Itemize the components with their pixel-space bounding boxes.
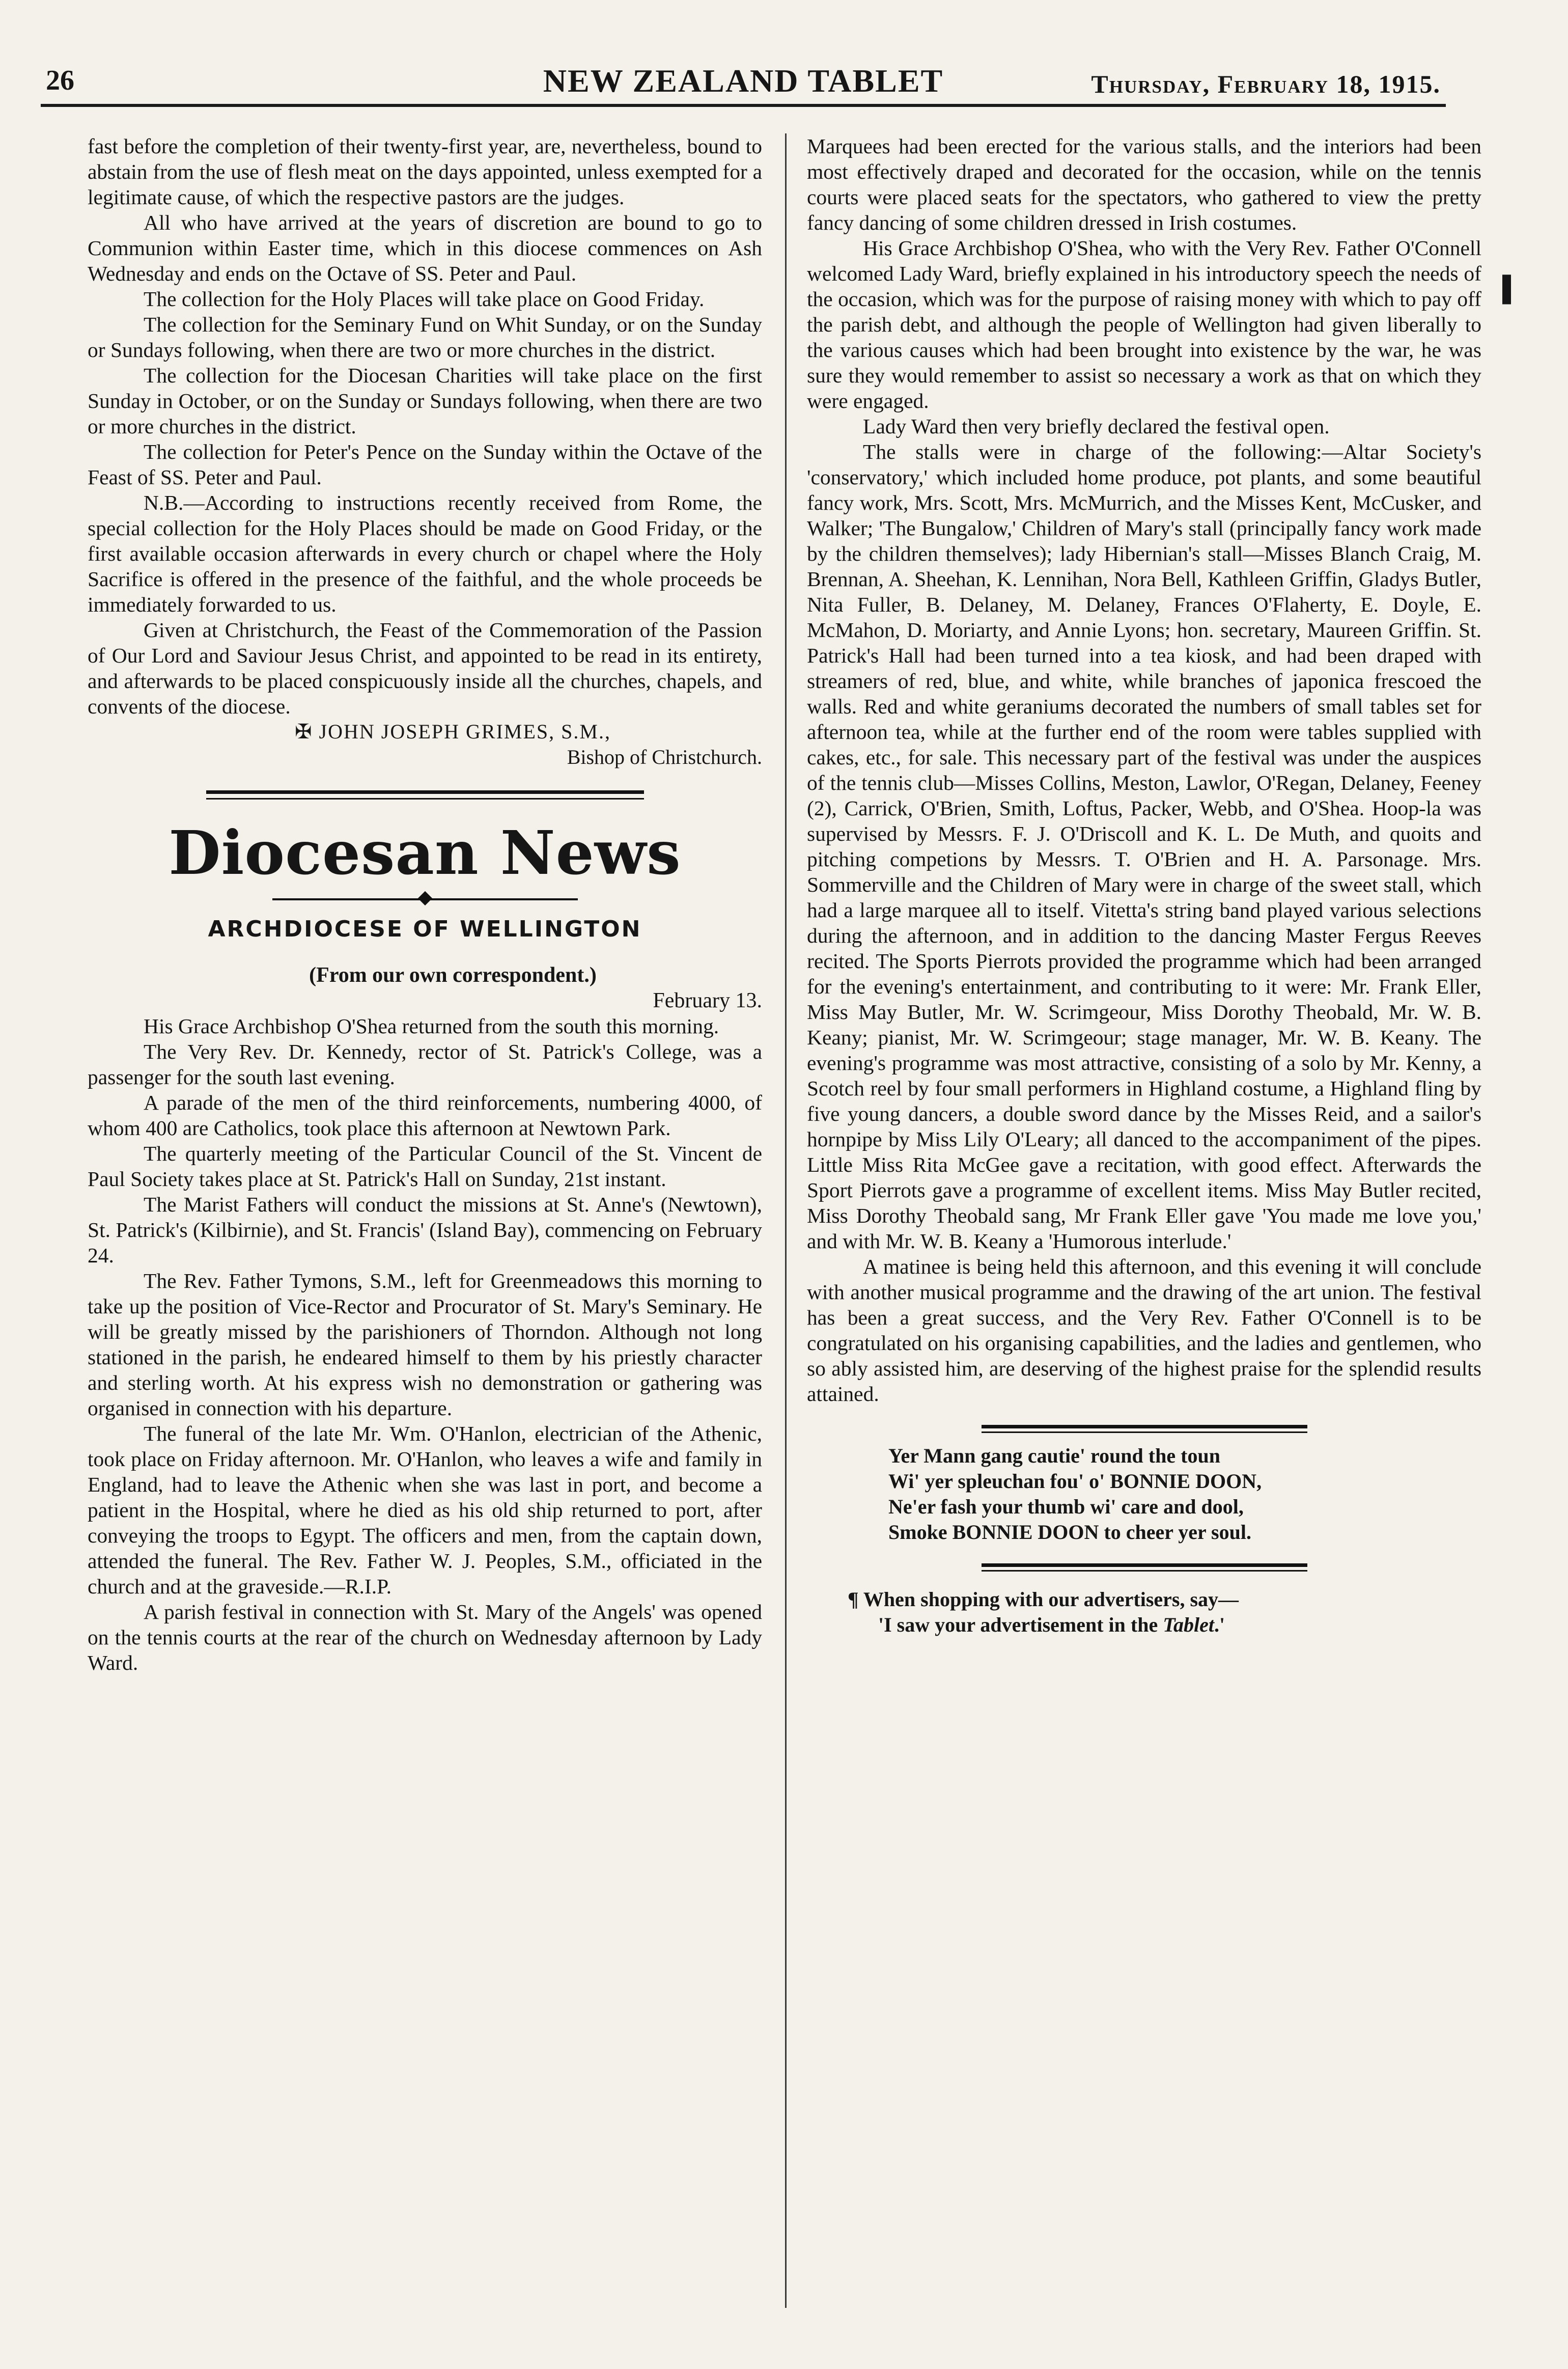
verse-line: Yer Mann gang cautie' round the toun bbox=[888, 1444, 1220, 1467]
page-header bbox=[41, 60, 1446, 107]
festival-paragraph: Lady Ward then very briefly declared the festival open. bbox=[863, 415, 1330, 438]
news-paragraph: The Rev. Father Tymons, S.M., left for Greenmeadows this morning to take up the position of Vice-Rector and Procurator of St. Mary's Seminary. He will be greatly missed by the parishioners of Thorndon. Although not long stationed in the parish, he endeared himself to them by his priestly character and sterling worth. At his express wish no demonstration or gathering was organised in connection with his departure. bbox=[88, 1269, 762, 1420]
right-column bbox=[807, 133, 1481, 2262]
shopping-line-2 bbox=[878, 1612, 1481, 1638]
issue-date: Thursday, February 18, 1915. bbox=[1091, 70, 1441, 98]
bonnie-doon-advert bbox=[888, 1443, 1481, 1545]
pastoral-paragraph: The collection for the Seminary Fund on Whit Sunday, or on the Sunday or Sundays following, when there are two or more churches in the district. bbox=[88, 313, 762, 362]
section-title: Diocesan News bbox=[169, 817, 681, 888]
pastoral-paragraph: N.B.—According to instructions recently received from Rome, the special collection for the Holy Places should be made on Good Friday, or the first available occasion afterwards in every church or chapel where the Holy Sacrifice is offered in the presence of the faithful, and the whole proceeds be immediately forwarded to us. bbox=[88, 491, 762, 616]
festival-paragraph: A matinee is being held this afternoon, and this evening it will conclude with another musical programme and the drawing of the art union. The festival has been a great success, and the Very Rev. Father O'Connell is to be congratulated on his organising capabilities, and the ladies and gentlemen, who so ably assisted him, are deserving of the highest praise for the splendid results attained. bbox=[807, 1255, 1481, 1406]
festival-paragraph: The stalls were in charge of the following:—Altar Society's 'conservatory,' which included home produce, pot plants, and some beautiful fancy work, Mrs. Scott, Mrs. McMurrich, and the Misses Kent, McCusker, and Walker; 'The Bungalow,' Children of Mary's stall (principally fancy work made by the children themselves); lady Hibernian's stall—Misses Blanch Craig, M. Brennan, A. Sheehan, K. Lennihan, Nora Bell, Kathleen Griffin, Gladys Butler, Nita Fuller, B. Delaney, M. Delaney, Frances O'Flaherty, E. Doyle, E. McMahon, D. Moriarty, and Annie Lyons; hon. secretary, Maureen Griffin. St. Patrick's Hall had been turned into a tea kiosk, and had been draped with streamers of red, blue, and white, while branches of japonica frescoed the walls. Red and white geraniums decorated the numbers of small tables set for afternoon tea, while at the further end of the room were tables supplied with cakes, etc., for sale. This necessary part of the festival was under the auspices of the tennis club—Misses Collins, Meston, Lawlor, O'Regan, Delaney, Feeney (2), Carrick, O'Brien, Smith, Loftus, Packer, Webb, and O'Shea. Hoop-la was supervised by Messrs. F. J. O'Driscoll and K. L. De Muth, and quoits and pitching competions by Messrs. T. O'Brien and H. A. Parsonage. Mrs. Sommerville and the Children of Mary were in charge of the sweet stall, which had a large marquee all to itself. Vitetta's string band played various selections during the afternoon, and in addition to the dancing Master Fergus Reeves recited. The Sports Pierrots provided the programme which had been arranged for the evening's entertainment, and contributing to it were: Mr. Frank Eller, Miss May Butler, Mr. W. Scrimgeour, Miss Dorothy Theobald, Mr. W. B. Keany; pianist, Mr. W. Scrimgeour; stage manager, Mr. W. B. Keany. The evening's programme was most attractive, consisting of a solo by Mr. Kenny, a Scotch reel by four small performers in Highland costume, a Highland fling by five young dancers, a double sword dance by the Misses Reid, and a sailor's hornpipe by Miss Lily O'Leary; all danced to the accompaniment of the pipes. Little Miss Rita McGee gave a recitation, with good effect. Afterwards the Sport Pierrots gave a programme of excellent items. Miss May Butler recited, Miss Dorothy Theobald sang, Mr Frank Eller gave 'You made me love you,' and with Mr. W. B. Keany a 'Humorous interlude.' bbox=[807, 440, 1481, 1253]
pastoral-paragraph: fast before the completion of their twenty-first year, are, nevertheless, bound to abstain from the use of flesh meat on the days appointed, unless exempted for a legitimate cause, of which the respective pastors are the judges. bbox=[88, 134, 762, 209]
news-paragraph: A parade of the men of the third reinforcements, numbering 4000, of whom 400 are Catholics, took place this afternoon at Newtown Park. bbox=[88, 1091, 762, 1140]
festival-paragraph: His Grace Archbishop O'Shea, who with the Very Rev. Father O'Connell welcomed Lady Ward, briefly explained in his introductory speech the needs of the occasion, which was for the purpose of raising money with which to pay off the parish debt, and although the people of Wellington had given liberally to the various causes which had been brought into existence by the war, he was sure they would remember to assist so necessary a work as that on which they were engaged. bbox=[807, 236, 1481, 412]
diamond-ornament-icon bbox=[417, 891, 432, 905]
pastoral-paragraph: The collection for Peter's Pence on the Sunday within the Octave of the Feast of SS. Peter and Paul. bbox=[88, 440, 762, 489]
section-divider bbox=[206, 790, 644, 800]
left-column bbox=[88, 133, 762, 2262]
pastoral-paragraph: The collection for the Diocesan Charities will take place on the first Sunday in October, or on the Sunday or Sundays following, when there are two or more churches in the district. bbox=[88, 364, 762, 438]
subsection-heading: ARCHDIOCESE OF WELLINGTON bbox=[208, 916, 642, 942]
shopping-line: ¶ When shopping with our advertisers, say— bbox=[848, 1588, 1239, 1611]
correspondent-line: (From our own correspondent.) bbox=[309, 963, 597, 987]
advert-divider bbox=[982, 1425, 1307, 1433]
verse-line: Wi' yer spleuchan fou' o' BONNIE DOON, bbox=[888, 1470, 1262, 1493]
news-paragraph: The Very Rev. Dr. Kennedy, rector of St. Patrick's College, was a passenger for the south last evening. bbox=[88, 1040, 762, 1089]
advert-divider bbox=[982, 1563, 1307, 1572]
shopping-quote-start: 'I saw your advertisement in the bbox=[878, 1613, 1163, 1636]
pastoral-paragraph: All who have arrived at the years of discretion are bound to go to Communion within Easter time, which in this diocese commences on Ash Wednesday and ends on the Octave of SS. Peter and Paul. bbox=[88, 211, 762, 285]
dateline: February 13. bbox=[653, 989, 762, 1012]
margin-mark-icon: ▌ bbox=[1502, 276, 1520, 302]
page-number: 26 bbox=[46, 65, 74, 96]
newspaper-title: NEW ZEALAND TABLET bbox=[543, 63, 944, 99]
tablet-italic: Tablet bbox=[1163, 1613, 1214, 1636]
verse-line: Ne'er fash your thumb wi' care and dool, bbox=[888, 1495, 1244, 1518]
signature-title: Bishop of Christchurch. bbox=[567, 746, 762, 768]
news-paragraph: A parish festival in connection with St. Mary of the Angels' was opened on the tennis courts at the rear of the church on Wednesday afternoon by Lady Ward. bbox=[88, 1600, 762, 1674]
diamond-divider bbox=[272, 891, 578, 906]
column-rule bbox=[785, 133, 787, 2308]
news-paragraph: The Marist Fathers will conduct the missions at St. Anne's (Newtown), St. Patrick's (Kilbirnie), and St. Francis' (Island Bay), commencing on February 24. bbox=[88, 1193, 762, 1267]
pastoral-paragraph: Given at Christchurch, the Feast of the Commemoration of the Passion of Our Lord and Saviour Jesus Christ, and appointed to be read in its entirety, and afterwards to be placed conspicuously inside all the churches, chapels, and convents of the diocese. bbox=[88, 618, 762, 718]
festival-paragraph: Marquees had been erected for the various stalls, and the interiors had been most effectively draped and decorated for the occasion, while on the tennis courts were placed seats for the spectators, who gathered to view the pretty fancy dancing of some children dressed in Irish costumes. bbox=[807, 134, 1481, 234]
verse-line: Smoke BONNIE DOON to cheer yer soul. bbox=[888, 1521, 1251, 1544]
shopping-quote-end: .' bbox=[1214, 1613, 1225, 1636]
pastoral-paragraph: The collection for the Holy Places will take place on Good Friday. bbox=[144, 287, 705, 311]
news-paragraph: The funeral of the late Mr. Wm. O'Hanlon, electrician of the Athenic, took place on Friday afternoon. Mr. O'Hanlon, who leaves a wife and family in England, had to leave the Athenic when she was last in port, and become a patient in the Hospital, where he died as his old ship returned to port, after conveying the troops to Egypt. The officers and men, from the captain down, attended the funeral. The Rev. Father W. J. Peoples, S.M., officiated in the church and at the graveside.—R.I.P. bbox=[88, 1422, 762, 1598]
shopping-notice bbox=[848, 1587, 1481, 1638]
signature-name: ✠ JOHN JOSEPH GRIMES, S.M., bbox=[295, 720, 611, 743]
news-paragraph: His Grace Archbishop O'Shea returned from the south this morning. bbox=[144, 1014, 719, 1038]
news-paragraph: The quarterly meeting of the Particular Council of the St. Vincent de Paul Society takes place at St. Patrick's Hall on Sunday, 21st instant. bbox=[88, 1142, 762, 1191]
